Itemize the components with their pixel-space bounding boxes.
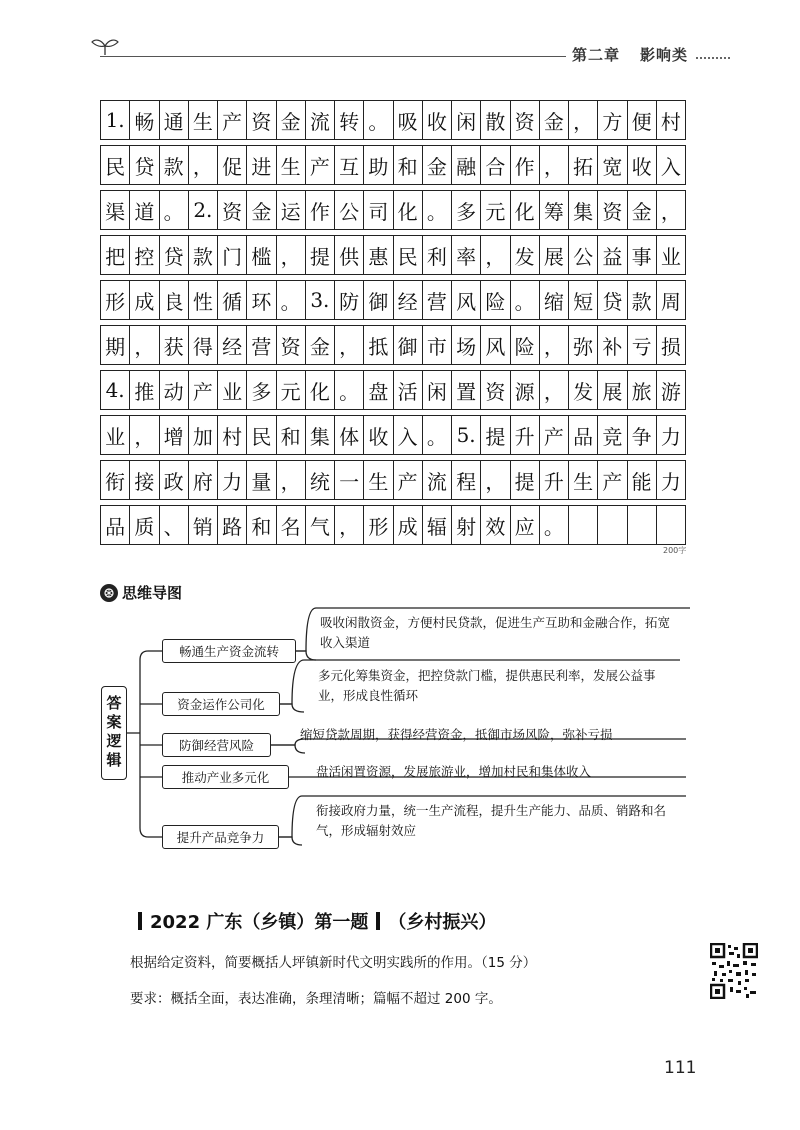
grid-cell: 控 [130,236,159,274]
grid-cell: 率 [452,236,481,274]
grid-cell: 流 [423,461,452,499]
grid-cell: 筹 [540,191,569,229]
grid-cell: 力 [218,461,247,499]
grid-cell: 生 [277,146,306,184]
grid-cell: 资 [481,371,510,409]
grid-cell: 产 [394,461,423,499]
grid-cell: 产 [218,101,247,139]
grid-cell: 5. [452,416,481,454]
grid-cell: 助 [364,146,393,184]
grid-cell: 收 [364,416,393,454]
grid-cell: 射 [452,506,481,544]
grid-cell: 提 [511,461,540,499]
grid-cell: 竞 [598,416,627,454]
mind-map-branch: 畅通生产资金流转 [162,639,296,663]
grid-cell: 1. [101,101,130,139]
grid-cell: 府 [189,461,218,499]
grid-cell: 游 [657,371,686,409]
question-title-main: 2022 广东（乡镇）第一题 [150,912,369,933]
mind-map-detail: 盘活闲置资源，发展旅游业，增加村民和集体收入 [316,764,592,779]
grid-cell: 资 [511,101,540,139]
grid-cell: 。 [335,371,364,409]
grid-cell: 进 [247,146,276,184]
grid-cell: ， [335,326,364,364]
grid-cell: 产 [540,416,569,454]
grid-cell: 御 [364,281,393,319]
grid-cell: 风 [452,281,481,319]
grid-cell: 收 [423,101,452,139]
grid-cell: 吸 [394,101,423,139]
grid-cell: 产 [189,371,218,409]
grid-cell: 经 [394,281,423,319]
grid-cell: 营 [247,326,276,364]
grid-cell: 金 [423,146,452,184]
grid-cell: 旅 [628,371,657,409]
grid-cell: 产 [598,461,627,499]
grid-cell: 集 [569,191,598,229]
grid-cell: 金 [628,191,657,229]
mind-map-detail: 多元化筹集资金，把控贷款门槛，提供惠民利率，发展公益事业，形成良性循环 [318,668,656,703]
question-title-sub: （乡村振兴） [388,912,497,933]
mind-map-branch: 推动产业多元化 [162,765,289,789]
grid-cell: 化 [306,371,335,409]
grid-cell: 能 [628,461,657,499]
grid-cell: ， [189,146,218,184]
mind-map-root [101,686,127,780]
grid-cell: 方 [598,101,627,139]
grid-cell: 形 [101,281,130,319]
grid-cell: 金 [277,101,306,139]
grid-cell: 畅 [130,101,159,139]
grid-cell: 一 [335,461,364,499]
grid-cell: 通 [160,101,189,139]
grid-cell: 4. [101,371,130,409]
grid-cell: 名 [277,506,306,544]
grid-cell: 抵 [364,326,393,364]
grid-cell: 性 [189,281,218,319]
grid-cell: 经 [218,326,247,364]
mind-map-title: 思维导图 [122,584,183,602]
grid-cell: ， [335,506,364,544]
grid-cell: 期 [101,326,130,364]
mind-map-detail: 吸收闲散资金，方便村民贷款，促进生产互助和金融合作，拓宽收入渠道 [320,615,671,650]
grid-cell: 营 [423,281,452,319]
grid-cell: 资 [247,101,276,139]
grid-cell: 道 [130,191,159,229]
grid-cell: 周 [657,281,686,319]
grid-cell: 金 [540,101,569,139]
grid-cell: 把 [101,236,130,274]
grid-cell: 便 [628,101,657,139]
grid-cell: 成 [130,281,159,319]
grid-cell: 缩 [540,281,569,319]
grid-cell: 资 [218,191,247,229]
grid-cell: 和 [394,146,423,184]
mind-map-branch: 提升产品竞争力 [162,825,279,849]
grid-cell: 惠 [364,236,393,274]
grid-cell: 。 [540,506,569,544]
grid-cell: 量 [247,461,276,499]
grid-cell: 加 [189,416,218,454]
grid-cell: 民 [394,236,423,274]
grid-cell: 公 [569,236,598,274]
grid-cell: 融 [452,146,481,184]
grid-cell: 入 [657,146,686,184]
grid-cell: 流 [306,101,335,139]
grid-cell: 效 [481,506,510,544]
grid-cell: 村 [218,416,247,454]
grid-cell: 利 [423,236,452,274]
grid-cell: 力 [657,416,686,454]
grid-cell: 多 [452,191,481,229]
mind-map-root-label: 答案逻辑 [104,695,123,771]
grid-cell: 、 [160,506,189,544]
grid-cell: 。 [423,416,452,454]
grid-cell: 3. [306,281,335,319]
grid-cell: 。 [277,281,306,319]
grid-cell: 和 [277,416,306,454]
mind-map-detail: 缩短贷款周期，获得经营资金，抵御市场风险，弥补亏损 [300,727,613,742]
grid-cell: ， [277,461,306,499]
grid-cell: 统 [306,461,335,499]
grid-cell: 金 [306,326,335,364]
grid-cell: ， [569,101,598,139]
grid-cell: 贷 [160,236,189,274]
grid-cell: 多 [247,371,276,409]
grid-cell: 品 [569,416,598,454]
title-bar-right [376,912,380,930]
mind-map-detail: 衔接政府力量，统一生产流程，提升生产能力、品质、销路和名气，形成辐射效应 [316,803,667,838]
grid-cell: 环 [247,281,276,319]
grid-cell: ， [540,371,569,409]
question-title [130,908,496,934]
grid-cell: 力 [657,461,686,499]
question-requirements: 要求：概括全面，表达准确，条理清晰；篇幅不超过 200 字。 [130,991,502,1007]
grid-cell: 产 [306,146,335,184]
grid-cell: 活 [394,371,423,409]
grid-cell: 互 [335,146,364,184]
question-prompt: 根据给定资料，简要概括人坪镇新时代文明实践所的作用。（15 分） [130,955,537,971]
grid-cell: 销 [189,506,218,544]
grid-cell: 款 [189,236,218,274]
grid-cell: 民 [247,416,276,454]
grid-cell: 提 [306,236,335,274]
grid-cell: 民 [101,146,130,184]
title-bar-left [138,912,142,930]
word-count-label: 200字 [663,546,687,555]
grid-cell: 收 [628,146,657,184]
grid-cell: 争 [628,416,657,454]
grid-cell: 成 [394,506,423,544]
grid-cell: 发 [569,371,598,409]
grid-cell: 资 [598,191,627,229]
grid-cell: 贷 [130,146,159,184]
grid-cell: 增 [160,416,189,454]
mind-map-branch: 防御经营风险 [162,733,271,757]
chapter-label: 第二章 [572,46,621,64]
grid-cell: 展 [540,236,569,274]
grid-cell: 盘 [364,371,393,409]
grid-cell: 运 [277,191,306,229]
grid-cell: 闲 [423,371,452,409]
grid-cell: 。 [511,281,540,319]
grid-cell: 得 [189,326,218,364]
grid-cell: 气 [306,506,335,544]
grid-cell: 升 [511,416,540,454]
grid-cell: 贷 [598,281,627,319]
grid-cell: 场 [452,326,481,364]
grid-cell: 作 [511,146,540,184]
grid-cell: ， [657,191,686,229]
grid-cell: 形 [364,506,393,544]
mind-map-branch: 资金运作公司化 [162,692,280,716]
grid-cell: ， [540,326,569,364]
grid-cell: 事 [628,236,657,274]
grid-cell: 补 [598,326,627,364]
section-label: 影响类 [640,46,689,64]
grid-cell: 闲 [452,101,481,139]
grid-cell: 亏 [628,326,657,364]
grid-cell: 政 [160,461,189,499]
grid-cell: 发 [511,236,540,274]
grid-cell: 元 [481,191,510,229]
grid-cell: 促 [218,146,247,184]
grid-cell: 置 [452,371,481,409]
grid-cell: 生 [364,461,393,499]
grid-cell: 源 [511,371,540,409]
grid-cell: 合 [481,146,510,184]
grid-cell: 循 [218,281,247,319]
grid-cell: 御 [394,326,423,364]
grid-cell: 升 [540,461,569,499]
grid-cell: 良 [160,281,189,319]
grid-cell: 作 [306,191,335,229]
grid-cell: 。 [160,191,189,229]
grid-cell: 村 [657,101,686,139]
grid-cell: 和 [247,506,276,544]
grid-cell: 防 [335,281,364,319]
grid-cell: 险 [511,326,540,364]
grid-cell: 宽 [598,146,627,184]
grid-cell: ， [481,236,510,274]
grid-cell: 提 [481,416,510,454]
grid-cell: 短 [569,281,598,319]
grid-cell: 展 [598,371,627,409]
grid-cell: 款 [160,146,189,184]
grid-cell: 金 [247,191,276,229]
grid-cell: 业 [101,416,130,454]
grid-cell: 化 [511,191,540,229]
grid-cell: 元 [277,371,306,409]
grid-cell: 2. [189,191,218,229]
grid-cell: 散 [481,101,510,139]
qr-code-icon[interactable] [710,943,758,999]
grid-cell: 动 [160,371,189,409]
page-number: 111 [664,1058,697,1078]
grid-cell: 业 [218,371,247,409]
grid-cell: 推 [130,371,159,409]
grid-cell: 化 [394,191,423,229]
grid-cell: ， [540,146,569,184]
grid-cell: 。 [423,191,452,229]
grid-cell: 拓 [569,146,598,184]
grid-cell: 市 [423,326,452,364]
grid-cell: 损 [657,326,686,364]
grid-cell: 险 [481,281,510,319]
grid-cell: 风 [481,326,510,364]
grid-cell: ， [130,416,159,454]
grid-cell: 入 [394,416,423,454]
grid-cell: 应 [511,506,540,544]
grid-cell: 集 [306,416,335,454]
grid-cell: 衔 [101,461,130,499]
grid-cell: 生 [189,101,218,139]
grid-cell: 获 [160,326,189,364]
grid-cell: 辐 [423,506,452,544]
grid-cell: 门 [218,236,247,274]
grid-cell: 弥 [569,326,598,364]
grid-cell: ， [130,326,159,364]
grid-cell: 司 [364,191,393,229]
grid-cell: 体 [335,416,364,454]
grid-cell: 益 [598,236,627,274]
grid-cell: ， [277,236,306,274]
grid-cell: 生 [569,461,598,499]
grid-cell: 转 [335,101,364,139]
grid-cell: 渠 [101,191,130,229]
grid-cell: 程 [452,461,481,499]
grid-cell: 品 [101,506,130,544]
grid-cell: 公 [335,191,364,229]
grid-cell: 路 [218,506,247,544]
grid-cell: ， [481,461,510,499]
grid-cell: 供 [335,236,364,274]
grid-cell: 款 [628,281,657,319]
grid-cell: 。 [364,101,393,139]
grid-cell: 质 [130,506,159,544]
grid-cell: 业 [657,236,686,274]
grid-cell: 槛 [247,236,276,274]
grid-cell: 资 [277,326,306,364]
grid-cell: 接 [130,461,159,499]
